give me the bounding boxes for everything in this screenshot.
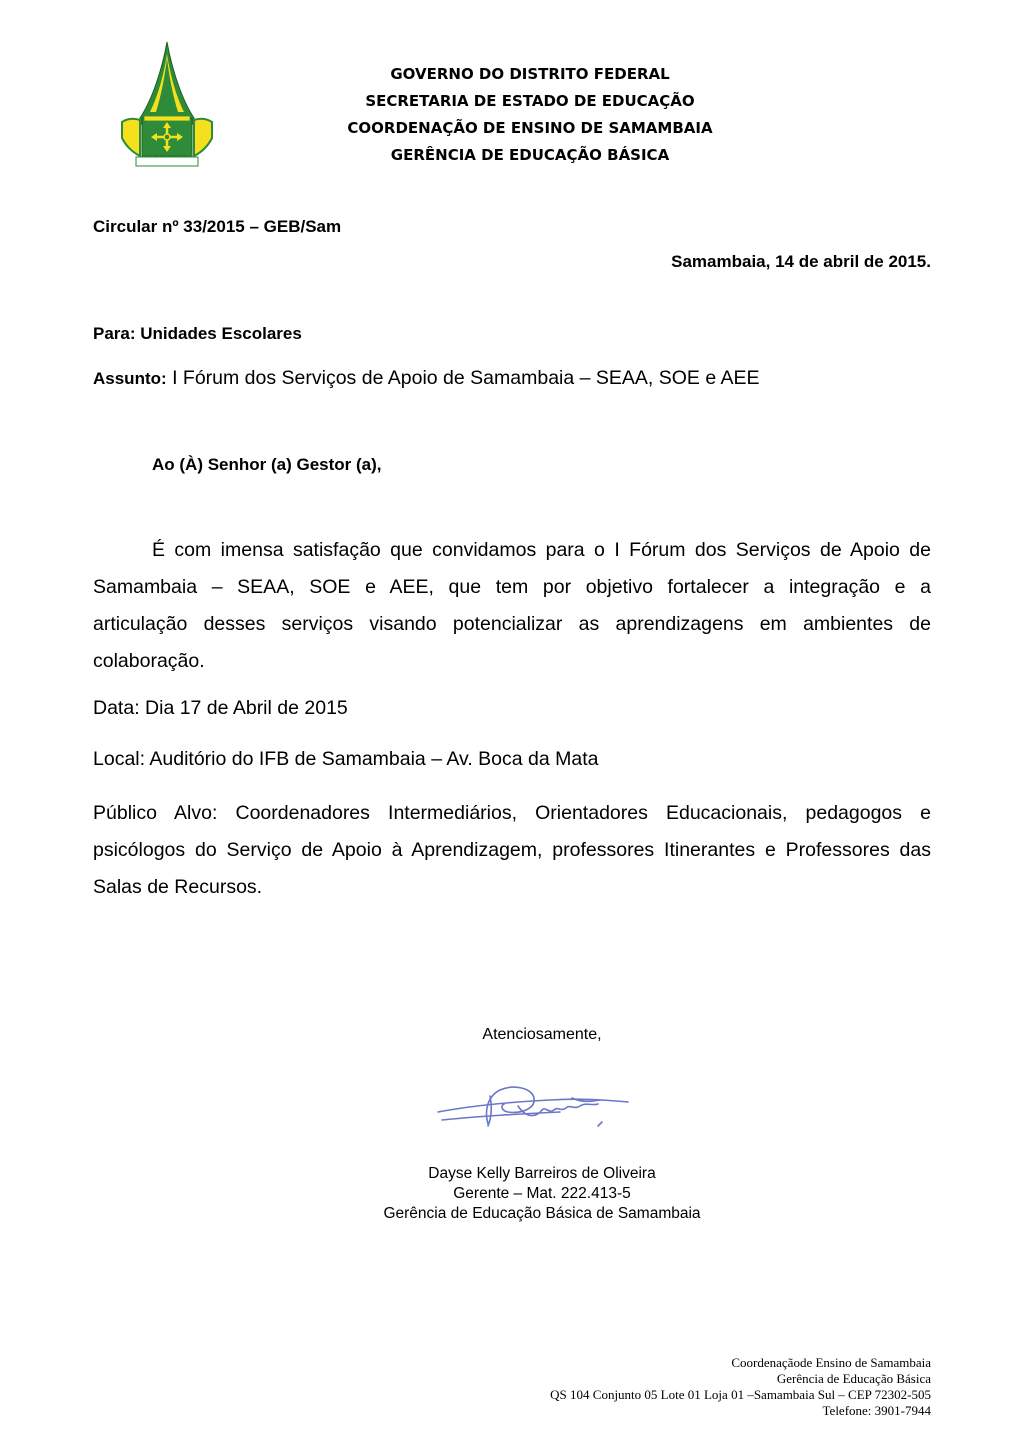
audience-paragraph [93, 795, 931, 906]
recipient: Para: Unidades Escolares [93, 324, 302, 343]
coat-of-arms-motto: VENTVRIS VENTIS [141, 153, 193, 159]
signer-name: Dayse Kelly Barreiros de Oliveira [428, 1165, 656, 1182]
letterhead-line-government: GOVERNO DO DISTRITO FEDERAL [390, 65, 670, 83]
signer-department: Gerência de Educação Básica de Samambaia [383, 1205, 701, 1222]
footer-line: Coordenaçãode Ensino de Samambaia [731, 1355, 931, 1370]
body-line: Samambaia – SEAA, SOE e AEE, que tem por objetivo fortalecer a integração e a [93, 576, 931, 598]
salutation: Ao (À) Senhor (a) Gestor (a), [152, 455, 382, 474]
subject-text: I Fórum dos Serviços de Apoio de Samambaia – SEAA, SOE e AEE [166, 367, 760, 389]
footer-line: QS 104 Conjunto 05 Lote 01 Loja 01 –Samambaia Sul – CEP 72302-505 [550, 1387, 931, 1402]
subject-label: Assunto: [93, 369, 167, 388]
body-line: colaboração. [93, 650, 205, 672]
audience-line: Público Alvo: Coordenadores Intermediários, Orientadores Educacionais, pedagogos e [93, 802, 931, 824]
letterhead-line-secretariat: SECRETARIA DE ESTADO DE EDUCAÇÃO [365, 92, 695, 110]
audience-line: psicólogos do Serviço de Apoio à Aprendizagem, professores Itinerantes e Professores das [93, 839, 931, 861]
footer-line: Gerência de Educação Básica [776, 1371, 931, 1386]
event-date: Data: Dia 17 de Abril de 2015 [93, 697, 348, 719]
handwritten-signature [430, 1076, 650, 1138]
signer-role: Gerente – Mat. 222.413-5 [453, 1185, 631, 1202]
event-location: Local: Auditório do IFB de Samambaia – Av. Boca da Mata [93, 748, 599, 770]
letterhead [280, 61, 780, 169]
body-line: É com imensa satisfação que convidamos para o I Fórum dos Serviços de Apoio de [152, 539, 931, 561]
body-paragraph [93, 532, 931, 680]
signer-block [342, 1164, 742, 1224]
circular-number: Circular nº 33/2015 – GEB/Sam [93, 217, 342, 236]
footer-address [550, 1355, 931, 1419]
coat-of-arms-logo [118, 40, 216, 168]
body-line: articulação desses serviços visando potencializar as aprendizagens em ambientes de [93, 613, 931, 635]
footer-line: Telefone: 3901-7944 [822, 1403, 931, 1418]
letter-date: Samambaia, 14 de abril de 2015. [671, 252, 931, 271]
letterhead-line-coordination: COORDENAÇÃO DE ENSINO DE SAMAMBAIA [347, 119, 713, 137]
letterhead-line-management: GERÊNCIA DE EDUCAÇÃO BÁSICA [390, 146, 670, 164]
closing: Atenciosamente, [482, 1026, 602, 1043]
audience-line: Salas de Recursos. [93, 876, 263, 898]
subject-line [93, 367, 760, 390]
